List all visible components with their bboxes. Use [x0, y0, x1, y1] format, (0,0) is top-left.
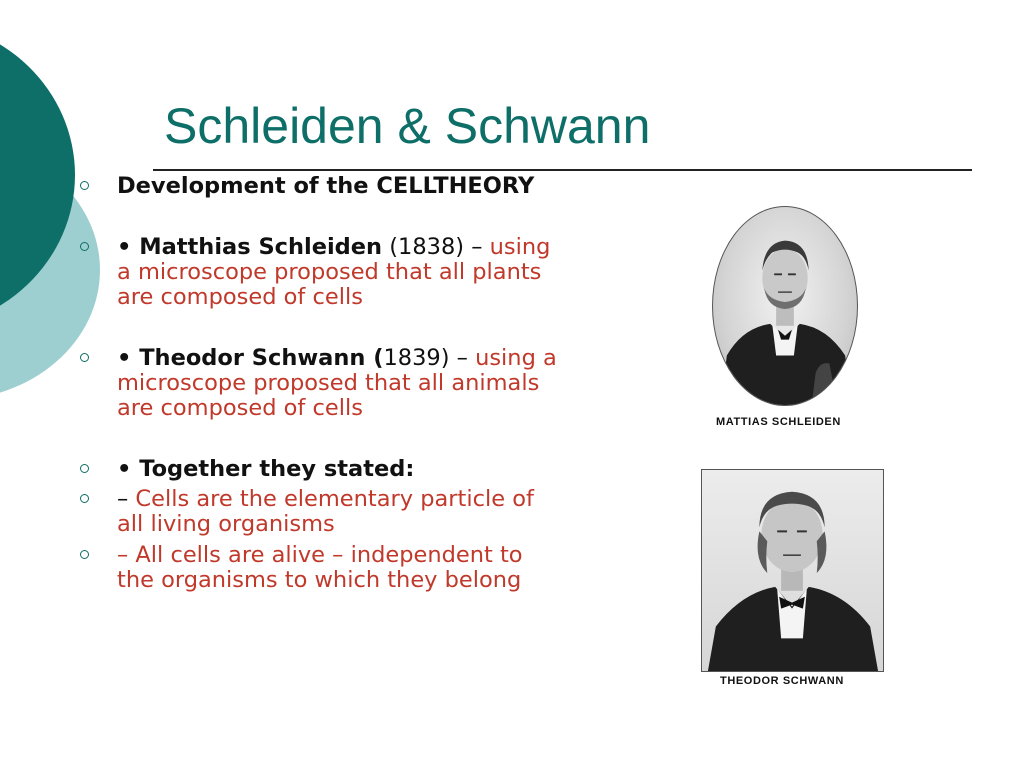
bullet-circle-icon: [80, 242, 89, 251]
bullet-line: [117, 345, 557, 371]
bullet-text-normal: –: [117, 486, 136, 512]
bullet-circle-icon: [80, 181, 89, 190]
portrait-caption: MATTIAS SCHLEIDEN: [716, 416, 841, 428]
bullet-text-bold: • Together they stated:: [117, 456, 415, 482]
portrait-caption: THEODOR SCHWANN: [720, 675, 844, 687]
bullet-text-highlight: a microscope proposed that all plants: [117, 259, 542, 285]
schwann-portrait: [701, 469, 884, 672]
bullet-text-bold: • Matthias Schleiden: [117, 234, 383, 260]
bullet-circle-icon: [80, 494, 89, 503]
bullet-text-highlight: are composed of cells: [117, 284, 363, 310]
bullet-text-highlight: using: [489, 234, 551, 260]
bullet-item: [117, 346, 642, 421]
bullet-text-highlight: the organisms to which they belong: [117, 567, 522, 593]
bullet-circle-icon: [80, 353, 89, 362]
slide-title: Schleiden & Schwann: [164, 98, 651, 154]
bullet-text-bold: Development of the CELLTHEORY: [117, 173, 535, 199]
portrait-engraving-icon: [713, 207, 857, 405]
bullet-circle-icon: [80, 464, 89, 473]
bullet-text-normal: (1838) –: [382, 234, 490, 260]
bullet-text-highlight: using a: [475, 345, 557, 371]
bullet-text-highlight: – All cells are alive – independent to: [117, 542, 523, 568]
bullet-item: [117, 235, 642, 310]
bullet-text-bold: • Theodor Schwann (: [117, 345, 384, 371]
portrait-engraving-icon: [702, 470, 883, 671]
bullet-text-highlight: all living organisms: [117, 511, 335, 537]
bullet-circle-icon: [80, 550, 89, 559]
bullet-text-highlight: Cells are the elementary particle of: [135, 486, 534, 512]
bullet-line: [117, 234, 550, 260]
bullet-item: [117, 174, 642, 199]
bullet-text-normal: 1839) –: [383, 345, 476, 371]
bullet-text-highlight: are composed of cells: [117, 395, 363, 421]
bullet-item: [117, 457, 642, 482]
bullet-text-highlight: microscope proposed that all animals: [117, 370, 540, 396]
bullet-item: [117, 487, 642, 537]
schleiden-portrait: [712, 206, 858, 406]
bullet-line: [117, 486, 534, 512]
bullet-item: [117, 543, 642, 593]
